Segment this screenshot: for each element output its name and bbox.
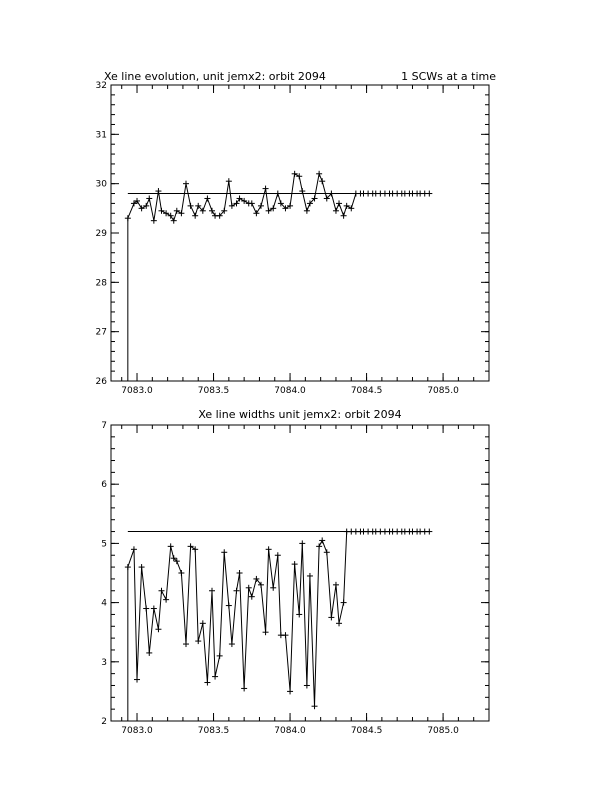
y-tick-label: 29 [95,229,107,239]
tick-group [101,421,489,736]
y-tick-label: 2 [101,717,107,727]
data-point [266,546,272,552]
data-point [200,620,206,626]
data-point [209,588,215,594]
x-tick-label: 7083.0 [121,386,153,396]
x-tick-label: 7084.5 [350,726,383,736]
data-point [287,688,293,694]
data-point [168,543,174,549]
data-point [204,680,210,686]
data-point [275,191,281,197]
data-point [151,606,157,612]
y-tick-label: 4 [101,598,107,609]
data-point [275,552,281,558]
data-point [304,682,310,688]
data-point [233,588,239,594]
y-tick-label: 28 [95,278,107,289]
series-group [125,529,432,710]
data-point [296,611,302,617]
series-group [125,171,432,224]
x-tick-label: 7083.5 [197,386,230,396]
data-point [125,215,131,221]
data-point [258,203,264,209]
x-tick-label: 7084.0 [274,386,306,396]
data-point [246,585,252,591]
data-point [159,588,165,594]
chart-title: Xe line evolution, unit jemx2: orbit 2094 [104,70,326,83]
data-point [146,650,152,656]
data-point [319,537,325,543]
y-tick-label: 3 [101,657,107,668]
data-point [125,564,131,570]
data-point [341,213,347,219]
data-point [192,546,198,552]
x-tick-label: 7084.5 [350,386,383,396]
tick-group [96,81,489,396]
data-point [171,218,177,224]
data-point [333,582,339,588]
data-point [195,638,201,644]
data-point [292,561,298,567]
reference-line-group [128,194,429,381]
data-point [253,210,259,216]
data-point [229,641,235,647]
y-tick-label: 31 [95,130,107,141]
x-tick-label: 7085.0 [427,726,459,736]
data-point [221,549,227,555]
x-tick-label: 7084.0 [274,726,306,736]
panel-xe-line-widths [101,408,489,736]
x-tick-label: 7083.5 [197,726,230,736]
data-point [204,195,210,201]
data-point [178,570,184,576]
y-tick-label: 30 [95,179,107,190]
data-point [316,543,322,549]
data-point [217,653,223,659]
data-point [328,614,334,620]
data-point [212,674,218,680]
data-point [134,677,140,683]
data-point [241,685,247,691]
data-point [155,626,161,632]
data-point [143,606,149,612]
data-point [163,597,169,603]
data-point [226,603,232,609]
y-tick-label: 32 [95,81,107,91]
data-point [263,629,269,635]
data-point [183,641,189,647]
reference-line-group [128,532,429,721]
panel-xe-line-evolution [96,70,497,396]
data-point [426,529,432,535]
data-point [304,208,310,214]
y-tick-label: 26 [95,377,107,387]
data-point [131,546,137,552]
data-point [209,208,215,214]
plot-frame [111,425,489,721]
data-point [426,191,432,197]
data-point [319,178,325,184]
data-point [282,632,288,638]
data-point [312,703,318,709]
y-tick-label: 5 [101,539,107,550]
chart-title: Xe line widths unit jemx2: orbit 2094 [198,408,402,421]
data-point [226,178,232,184]
data-point [192,213,198,219]
data-point [336,620,342,626]
series-line [128,174,430,221]
data-point [307,573,313,579]
data-point [333,208,339,214]
x-tick-label: 7085.0 [427,386,459,396]
data-point [336,200,342,206]
data-point [188,543,194,549]
data-point [341,600,347,606]
data-point [270,585,276,591]
data-point [299,540,305,546]
data-point [146,195,152,201]
data-point [263,186,269,192]
data-point [183,181,189,187]
plot-frame [111,85,489,381]
data-point [139,564,145,570]
data-point [151,218,157,224]
x-tick-label: 7083.0 [121,726,153,736]
y-tick-label: 7 [101,421,107,431]
chart-subtitle: 1 SCWs at a time [401,70,496,83]
data-point [249,594,255,600]
data-point [324,549,330,555]
data-point [188,203,194,209]
data-point [316,171,322,177]
y-tick-label: 6 [101,480,107,491]
data-point [237,570,243,576]
data-point [249,200,255,206]
y-tick-label: 27 [95,327,107,338]
